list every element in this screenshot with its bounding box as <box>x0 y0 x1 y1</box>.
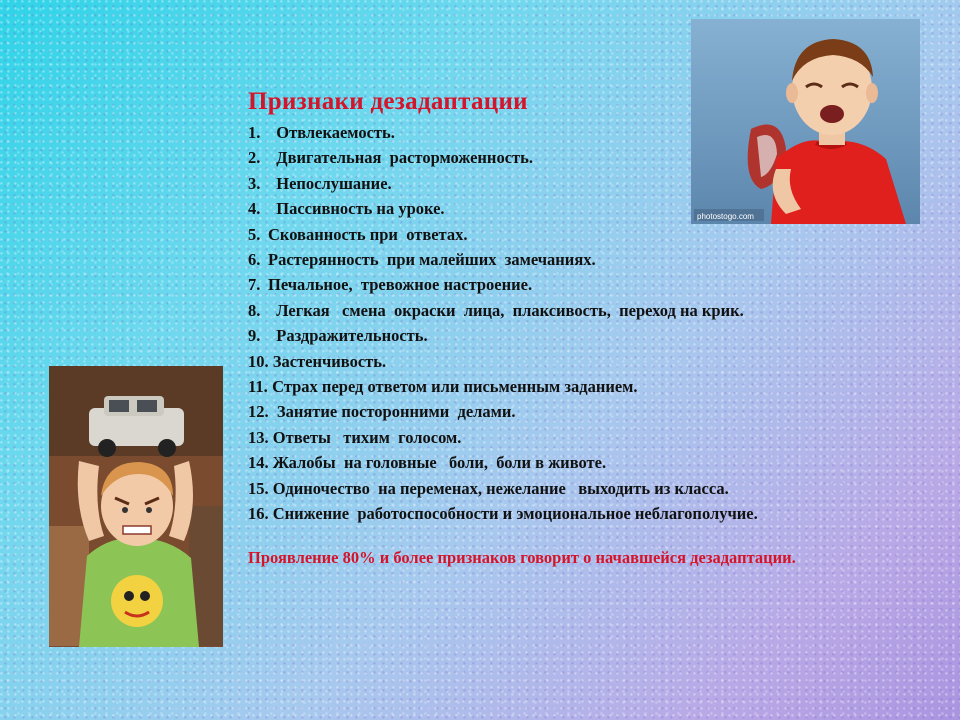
list-item: 11. Страх перед ответом или письменным заданием. <box>248 377 638 397</box>
slide-title: Признаки дезадаптации <box>248 88 528 115</box>
conclusion-text: Проявление 80% и более признаков говорит о начавшейся дезадаптации. <box>248 547 796 567</box>
list-item: 6. Растерянность при малейших замечаниях. <box>248 250 596 270</box>
list-item: 9. Раздражительность. <box>248 326 428 346</box>
list-item: 14. Жалобы на головные боли, боли в животе. <box>248 453 607 473</box>
list-item: 2. Двигательная расторможенность. <box>248 148 533 168</box>
watermark-text: photostogo.com <box>697 212 754 221</box>
list-item: 1. Отвлекаемость. <box>248 123 395 142</box>
list-item: 3. Непослушание. <box>248 173 392 193</box>
list-item: 5. Скованность при ответах. <box>248 224 468 244</box>
list-item: 13. Ответы тихим голосом. <box>248 427 462 447</box>
angry-child-photo <box>49 366 223 647</box>
signs-list <box>248 120 833 527</box>
list-item: 4. Пассивность на уроке. <box>248 199 445 219</box>
list-item: 7. Печальное, тревожное настроение. <box>248 275 533 295</box>
content-block <box>248 88 833 586</box>
list-item: 15. Одиночество на переменах, нежелание выходить из класса. <box>248 478 729 498</box>
list-item: 10. Застенчивость. <box>248 351 387 371</box>
list-item: 12. Занятие посторонними делами. <box>248 402 516 422</box>
list-item: 8. Легкая смена окраски лица, плаксивость, переход на крик. <box>248 300 744 320</box>
list-item: 16. Снижение работоспособности и эмоциональное неблагополучие. <box>248 504 758 524</box>
